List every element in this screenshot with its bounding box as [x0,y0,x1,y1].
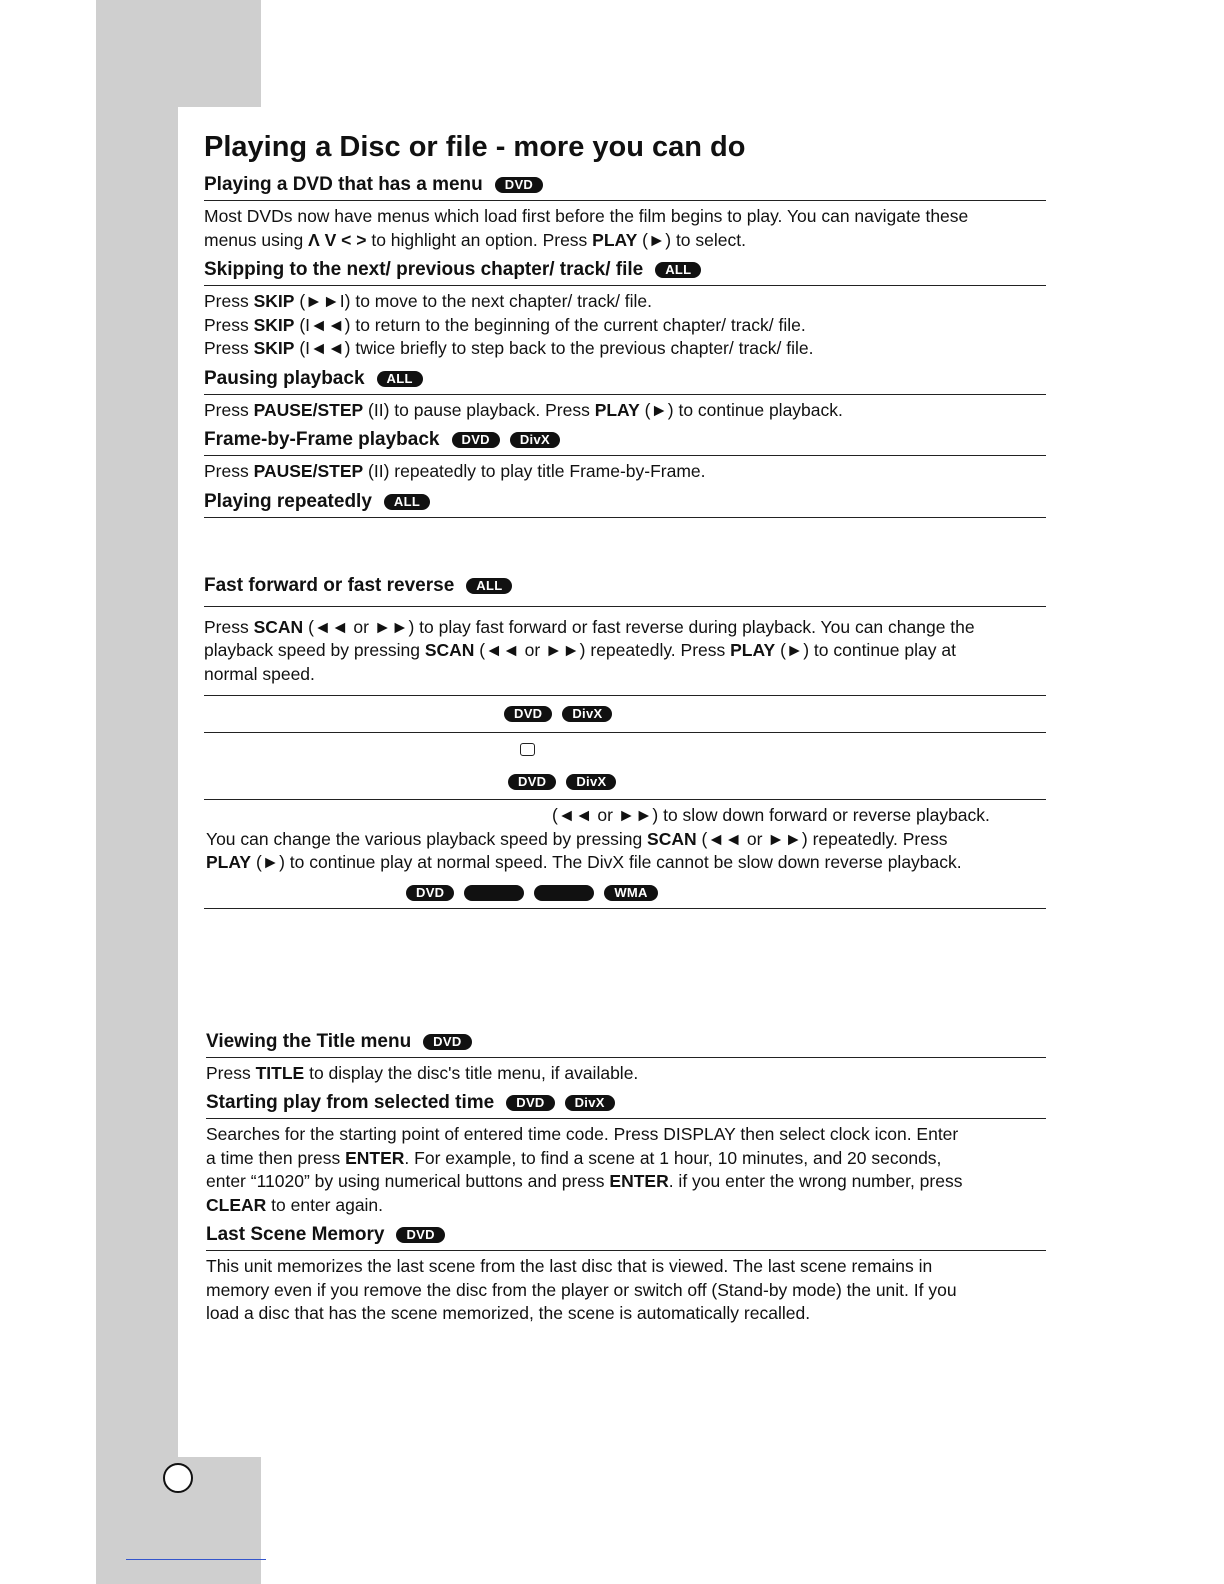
section-heading: Pausing playback [204,367,365,389]
section-frame: Frame-by-Frame playback DVD DivX Press PAUSE/STEP (II) repeatedly to play title Frame-by-Frame. [204,425,1046,487]
section-blank-1 [204,696,1046,733]
dvd-badge: DVD [495,177,543,193]
divx-badge: DivX [566,774,616,790]
section-heading: Last Scene Memory [206,1224,385,1245]
all-badge: ALL [377,371,423,387]
section-time: Starting play from selected time DVD DivX Searches for the starting point of entered time code. Press DISPLAY then select clock icon. Enter a time then press ENTER. For example, to find a scene at 1 hour, 10 minutes, and 20 seconds, enter “11020” by using numerical buttons and press ENTER. if you enter the wrong number, press CLEAR to enter again. [206,1088,1046,1220]
section-scan: Fast forward or fast reverse ALL Press SCAN (◄◄ or ►►) to play fast forward or fast reverse during playback. You can change the playback speed by pressing SCAN (◄◄ or ►►) repeatedly. Press PLAY (►) to continue play at normal speed. [204,566,1046,690]
section-blank-2 [204,733,1046,765]
margin-band-left [96,107,178,1584]
section-last: Last Scene Memory DVD This unit memorizes the last scene from the last disc that is viewed. The last scene remains in memory even if you remove the disc from the player or switch off (Stand-by mode) the unit. If you load a disc that has the scene memorized, the scene is automatically recalled. [206,1220,1046,1329]
subtitle-icon [520,743,535,756]
dvd-badge: DVD [508,774,556,790]
section-heading: Skipping to the next/ previous chapter/ track/ file [204,259,644,280]
bottom-rule [126,1559,266,1560]
all-badge: ALL [655,262,701,278]
dvd-badge: DVD [452,432,500,448]
dvd-badge: DVD [396,1227,444,1243]
page-content: Playing a Disc or file - more you can do Playing a DVD that has a menu DVD Most DVDs now have menus which load first before the film begins to play. You can navigate these menus using Λ V < > to highlight an option. Press PLAY (►) to select. Skipping to the next/ previous chapter/ track/ file ALL Press SKIP (►►I) to move to the next chapter/ track/ file. Press SKIP (I◄◄) to return to the beginning of the current chapter/ track/ file. Press SKIP (I◄◄) twice briefly to step back to the previous chapter/ track/ file. Pausing playback ALL Press PAUSE/STEP (II) to pause playback. Press PLAY (►) to continue playback. Frame-by-Frame playback DVD DivX Press PAUSE/STEP (II) repeatedly to play title Frame-by-Frame. Playing repeatedly ALL Fast forward or fast reverse ALL Press SCAN (◄◄ or ►►) to play fast forward or fast reverse during playback. You can change the playback speed by pressing SCAN (◄◄ or ►►) repeatedly. Press PLAY (►) to continue play at normal speed. DVD DivX DVD DivX (◄◄ or ►►) to slow down forward or reverse playback. You can change the various playback speed by pressing SCAN (◄◄ or ►►) repeatedly. Press PLAY (►) to continue play at normal speed. The DivX file cannot be slow down reverse playback. DVD WMA Viewing the Title menu DVD Press TITLE to display the disc's title menu, if available. Starting play from selected time DVD DivX Searches for the starting point of entered time code. Press DISPLAY then select clock icon. Enter a time then press ENTER. For example, to find a scene at 1 hour, 10 minutes, and 20 seconds, enter “11020” by using numerical buttons and press ENTER. if you enter the wrong number, press CLEAR to enter again. Last Scene Memory DVD This unit memorizes the last scene from the last disc that is viewed. The last scene remains in memory even if you remove the disc from the player or switch off (Stand-by mode) the unit. If you load a disc that has the scene memorized, the scene is automatically recalled. [204,128,1046,1329]
section-heading: Fast forward or fast reverse [204,574,455,596]
section-heading: Starting play from selected time [206,1092,495,1113]
section-slow [204,765,1046,800]
section-skip: Skipping to the next/ previous chapter/ track/ file ALL Press SKIP (►►I) to move to the next chapter/ track/ file. Press SKIP (I◄◄) to return to the beginning of the current chapter/ track/ file. Press SKIP (I◄◄) twice briefly to step back to the previous chapter/ track/ file. [204,255,1046,364]
divx-badge: DivX [510,432,560,448]
page-title: Playing a Disc or file - more you can do [204,131,746,163]
blank-badge [534,885,594,901]
section-heading: Playing a DVD that has a menu [204,174,483,195]
wma-badge: WMA [604,885,657,901]
all-badge: ALL [466,578,512,594]
section-heading: Playing repeatedly [204,490,372,512]
section-pause: Pausing playback ALL Press PAUSE/STEP (II) to pause playback. Press PLAY (►) to continue playback. [204,364,1046,426]
page-number-circle [163,1463,193,1493]
section-heading: Viewing the Title menu [206,1030,412,1052]
section-menu: Playing a DVD that has a menu DVD Most DVDs now have menus which load first before the film begins to play. You can navigate these menus using Λ V < > to highlight an option. Press PLAY (►) to select. [204,170,1046,255]
section-repeat [204,487,1046,566]
dvd-badge: DVD [506,1095,554,1111]
margin-band-top [96,0,261,107]
divx-badge: DivX [562,706,612,722]
dvd-badge: DVD [406,885,454,901]
section-heading: Frame-by-Frame playback [204,429,440,450]
all-badge: ALL [384,494,430,510]
dvd-badge: DVD [504,706,552,722]
blank-badge [464,885,524,901]
body-line: Most DVDs now have menus which load first before the film begins to play. You can navigate these [204,206,969,226]
divx-badge: DivX [565,1095,615,1111]
dvd-badge: DVD [423,1034,471,1050]
section-titlemenu: Viewing the Title menu DVD Press TITLE to display the disc's title menu, if available. [206,1027,1046,1089]
section-blank-4 [204,878,1046,909]
nav-arrows: Λ V < > [308,229,367,250]
